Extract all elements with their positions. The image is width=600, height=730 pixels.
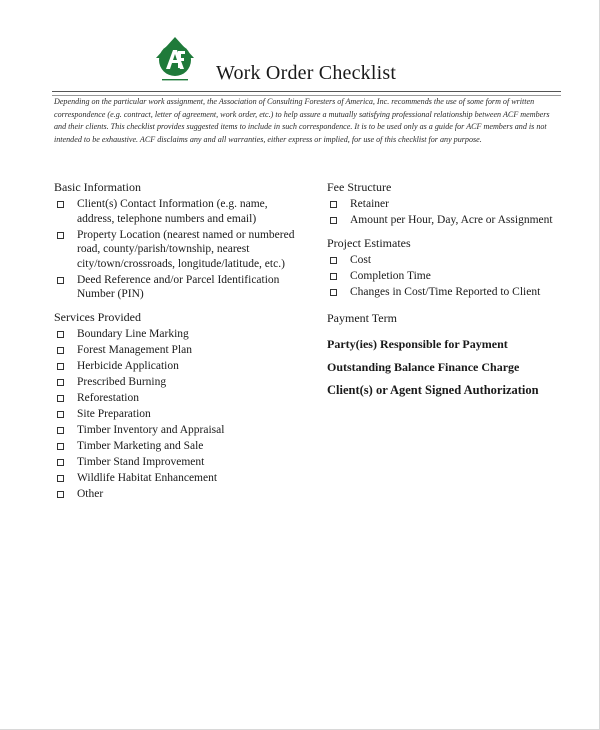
acf-logo [154, 36, 196, 84]
list-item: Property Location (nearest named or numbered road, county/parish/township, nearest city/town/crossroads, longitude/latitude, etc.) [54, 228, 304, 272]
list-item: Boundary Line Marking [54, 327, 304, 342]
list-item: Herbicide Application [54, 359, 304, 374]
checkbox[interactable] [330, 257, 337, 264]
outstanding-balance-heading: Outstanding Balance Finance Charge [327, 359, 520, 374]
checkbox[interactable] [57, 459, 64, 466]
checkbox[interactable] [57, 379, 64, 386]
intro-disclaimer: Depending on the particular work assignment, the Association of Consulting Foresters of America, Inc. recommends the use of some form of written correspondence (e.g. contract, letter of agreement, work order, etc.) to help assure a mutually satisfying professional relationship between ACF members and their clients. This checklist provides suggested items to include in such correspondence. It is to be used only as a guide for ACF members and is not intended to be exhaustive. ACF disclaims any and all warranties, either express or implied, for use of this checklist for any purpose. [54, 97, 550, 144]
list-item: Retainer [327, 197, 572, 212]
list-item: Prescribed Burning [54, 375, 304, 390]
list-item: Forest Management Plan [54, 343, 304, 358]
checkbox[interactable] [57, 331, 64, 338]
checkbox[interactable] [57, 395, 64, 402]
list-item: Cost [327, 253, 572, 268]
list-item: Site Preparation [54, 407, 304, 422]
list-item: Other [54, 487, 304, 502]
list-item: Timber Inventory and Appraisal [54, 423, 304, 438]
services-heading: Services Provided [54, 310, 141, 325]
checkbox[interactable] [330, 289, 337, 296]
fee-structure-list [327, 197, 572, 228]
checkbox[interactable] [57, 411, 64, 418]
checkbox[interactable] [57, 443, 64, 450]
project-estimates-list [327, 253, 572, 300]
payment-term-heading: Payment Term [327, 310, 397, 325]
list-item: Deed Reference and/or Parcel Identification Number (PIN) [54, 273, 304, 302]
party-responsible-heading: Party(ies) Responsible for Payment [327, 336, 508, 351]
checkbox[interactable] [57, 427, 64, 434]
list-item: Reforestation [54, 391, 304, 406]
list-item: Amount per Hour, Day, Acre or Assignment [327, 213, 572, 228]
checkbox[interactable] [57, 347, 64, 354]
fee-structure-heading: Fee Structure [327, 180, 392, 194]
list-item: Timber Stand Improvement [54, 455, 304, 470]
checkbox[interactable] [330, 201, 337, 208]
signed-authorization-heading: Client(s) or Agent Signed Authorization [327, 382, 539, 397]
list-item: Completion Time [327, 269, 572, 284]
list-item: Timber Marketing and Sale [54, 439, 304, 454]
checkbox[interactable] [57, 201, 64, 208]
right-column [327, 180, 572, 398]
checkbox[interactable] [57, 475, 64, 482]
basic-info-list [54, 197, 304, 302]
checkbox[interactable] [57, 363, 64, 370]
checkbox[interactable] [330, 273, 337, 280]
list-item: Client(s) Contact Information (e.g. name, address, telephone numbers and email) [54, 197, 304, 226]
checkbox[interactable] [57, 277, 64, 284]
checkbox[interactable] [57, 232, 64, 239]
page-title: Work Order Checklist [216, 62, 397, 84]
header-rule [52, 91, 561, 92]
checkbox[interactable] [330, 217, 337, 224]
checkbox[interactable] [57, 491, 64, 498]
left-column [54, 180, 304, 503]
basic-info-heading: Basic Information [54, 180, 141, 194]
project-estimates-heading: Project Estimates [327, 235, 411, 250]
list-item: Wildlife Habitat Enhancement [54, 471, 304, 486]
services-list [54, 327, 304, 501]
list-item: Changes in Cost/Time Reported to Client [327, 285, 572, 300]
